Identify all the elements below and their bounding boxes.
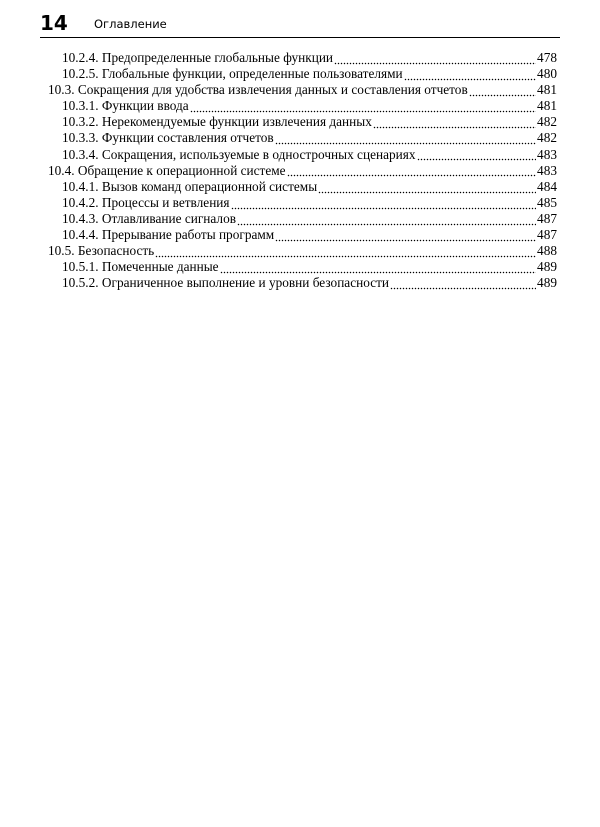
toc-entry-page: 488 [537, 243, 557, 259]
toc-entry-page: 478 [537, 50, 557, 65]
toc-entry-title: 10.5. Безопасность [48, 243, 155, 259]
toc-entry-title: 10.4. Обращение к операционной системе [48, 162, 286, 178]
toc-entry-title: 10.5.1. Помеченные данные [62, 259, 219, 275]
dot-leader [275, 130, 536, 146]
toc-entry[interactable] [48, 243, 557, 259]
toc-entry[interactable] [48, 82, 557, 98]
toc-entry-page: 484 [537, 178, 557, 194]
toc-entry-page: 489 [537, 275, 557, 291]
toc-entry[interactable] [48, 66, 557, 82]
page-number: 14 [40, 11, 68, 35]
dot-leader [220, 259, 536, 275]
toc-entry-title: 10.2.5. Глобальные функции, определенные пользователями [62, 66, 403, 82]
toc-entry-page: 487 [537, 210, 557, 226]
toc-entry-title: 10.3.4. Сокращения, используемые в однострочных сценариях [62, 146, 416, 162]
dot-leader [390, 275, 536, 291]
running-title: Оглавление [94, 17, 167, 31]
toc-entry-page: 483 [537, 162, 557, 178]
dot-leader [190, 98, 536, 114]
toc-entry-title: 10.3. Сокращения для удобства извлечения данных и составления отчетов [48, 82, 468, 98]
toc-entry-title: 10.4.1. Вызов команд операционной системы [62, 178, 318, 194]
toc-entry-title: 10.3.2. Нерекомендуемые функции извлечения данных [62, 114, 372, 130]
toc-entry-page: 483 [537, 146, 557, 162]
toc-entry-title: 10.2.4. Предопределенные глобальные функции [62, 50, 334, 65]
dot-leader [155, 243, 536, 259]
toc-entry[interactable] [48, 179, 557, 195]
page-header [40, 10, 560, 40]
toc-entry-page: 482 [537, 114, 557, 130]
toc-entry-title: 10.3.1. Функции ввода [62, 98, 189, 114]
toc-entry-page: 480 [537, 66, 557, 82]
dot-leader [469, 82, 536, 98]
toc-entry-page: 485 [537, 194, 557, 210]
header-rule [40, 37, 560, 38]
toc-entry-page: 481 [537, 98, 557, 114]
toc-entry[interactable] [48, 195, 557, 211]
toc-entry[interactable] [48, 147, 557, 163]
table-of-contents [48, 50, 557, 291]
toc-entry-page: 489 [537, 259, 557, 275]
dot-leader [275, 227, 536, 243]
toc-entry-title: 10.3.3. Функции составления отчетов [62, 130, 274, 146]
toc-entry-title: 10.4.3. Отлавливание сигналов [62, 210, 236, 226]
toc-entry-page: 482 [537, 130, 557, 146]
toc-entry[interactable] [48, 163, 557, 179]
dot-leader [417, 147, 537, 163]
toc-entry[interactable] [48, 50, 557, 66]
toc-entry[interactable] [48, 211, 557, 227]
toc-entry[interactable] [48, 130, 557, 146]
dot-leader [237, 211, 536, 227]
toc-entry[interactable] [48, 114, 557, 130]
toc-entry-title: 10.4.2. Процессы и ветвления [62, 194, 230, 210]
toc-entry-title: 10.5.2. Ограниченное выполнение и уровни безопасности [62, 275, 390, 291]
dot-leader [404, 66, 536, 82]
toc-entry[interactable] [48, 98, 557, 114]
toc-entry-page: 481 [537, 82, 557, 98]
toc-entry[interactable] [48, 227, 557, 243]
dot-leader [231, 195, 537, 211]
dot-leader [318, 179, 536, 195]
toc-entry[interactable] [48, 259, 557, 275]
toc-entry[interactable] [48, 275, 557, 291]
dot-leader [287, 163, 536, 179]
toc-entry-page: 487 [537, 227, 557, 243]
dot-leader [373, 114, 536, 130]
toc-entry-title: 10.4.4. Прерывание работы программ [62, 227, 275, 243]
dot-leader [334, 50, 536, 66]
